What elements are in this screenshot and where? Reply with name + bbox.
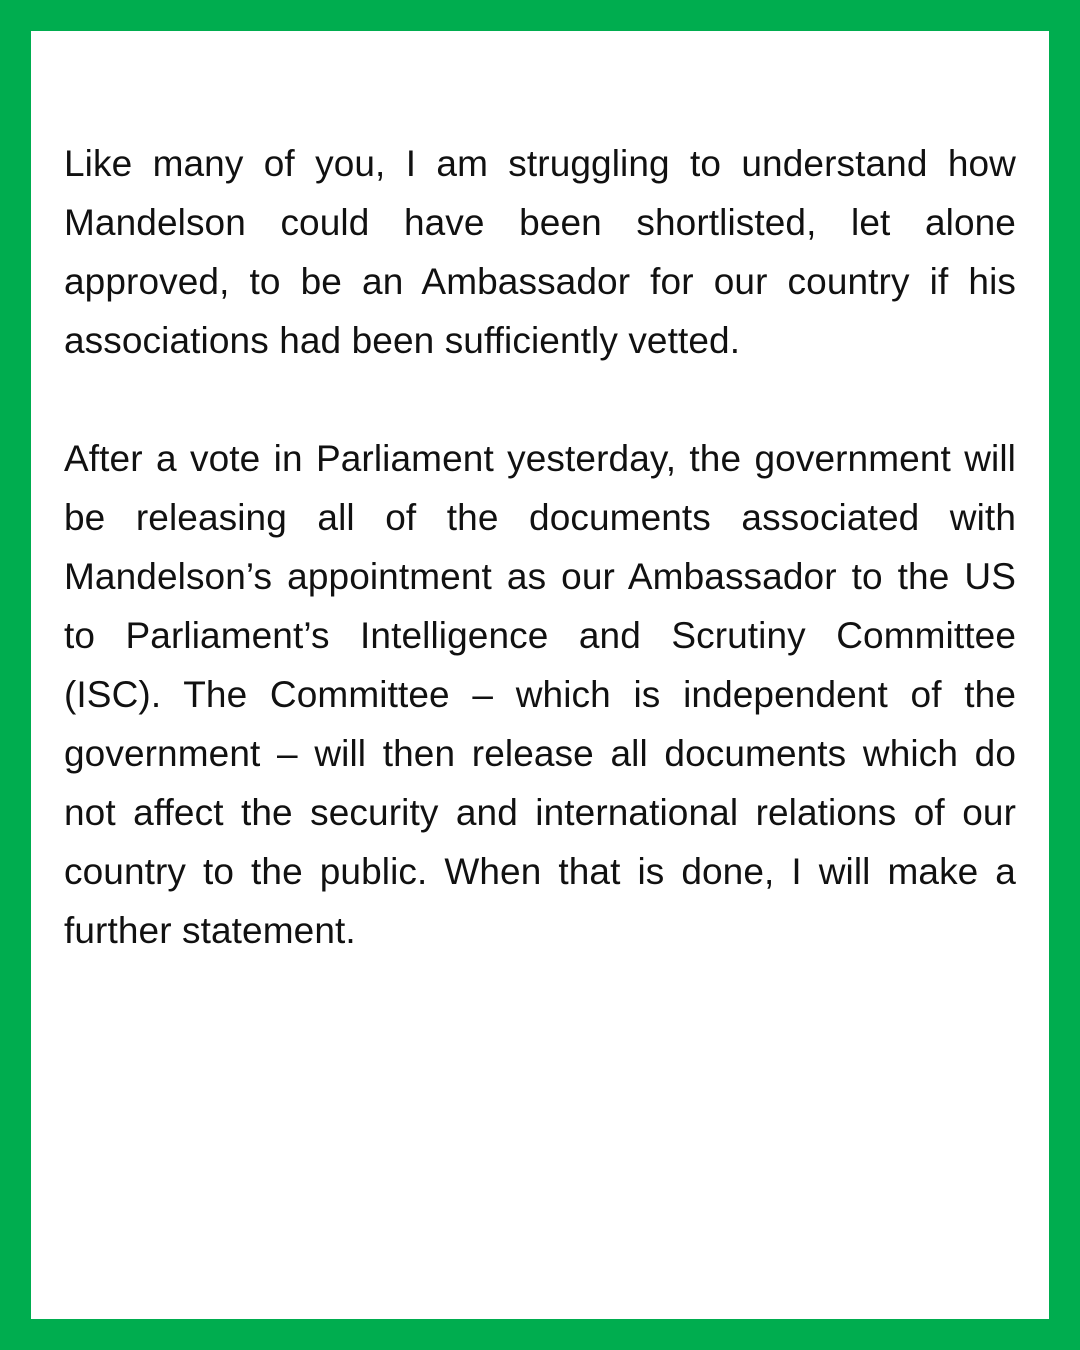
- statement-paragraph-2: After a vote in Parliament yesterday, the government will be releasing all of the documents associated with Mandelson’s appointment as our Ambassador to the US to Parliament’s Intelligence and Scrutiny Committee (ISC). The Committee – which is independent of the government – will then release all documents which do not affect the security and international relations of our country to the public. When that is done, I will make a further statement.: [64, 438, 1016, 951]
- statement-text: [64, 134, 1016, 960]
- statement-paragraph-1: Like many of you, I am struggling to understand how Mandelson could have been shortlisted, let alone approved, to be an Ambassador for our country if his associations had been sufficiently vetted.: [64, 143, 1016, 361]
